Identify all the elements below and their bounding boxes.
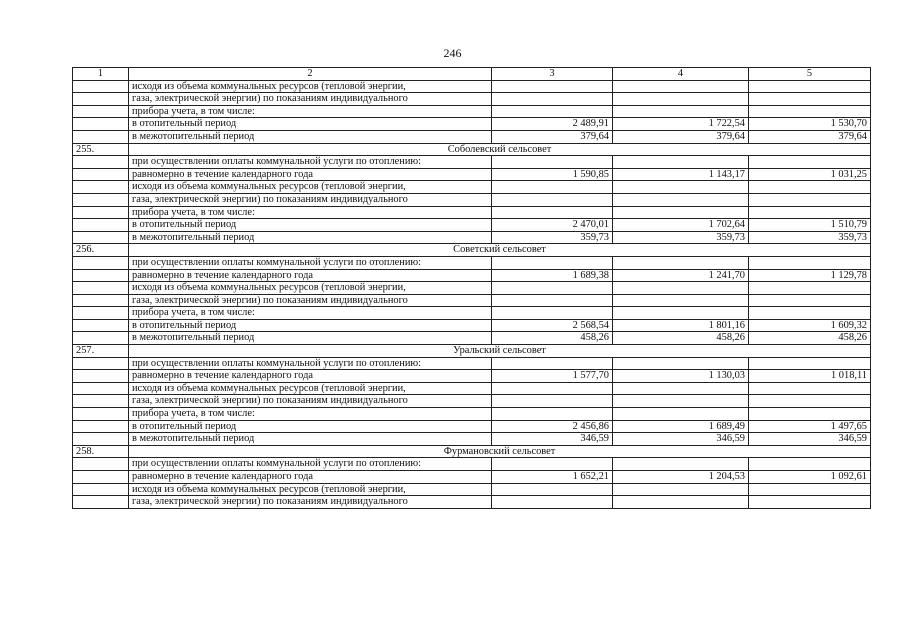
section-row [73, 143, 871, 156]
value-col5-cell: 1 497,65 [749, 420, 871, 433]
value-col5-cell: 458,26 [749, 332, 871, 345]
value-col5-cell [749, 181, 871, 194]
row-number-cell [73, 458, 129, 471]
row-label-cell: при осуществлении оплаты коммунальной услуги по отоплению: [129, 458, 492, 471]
value-col4-cell [613, 193, 749, 206]
value-col5-cell [749, 206, 871, 219]
value-col5-cell [749, 458, 871, 471]
value-col5-cell [749, 256, 871, 269]
table-row [73, 193, 871, 206]
value-col3-cell: 2 470,01 [492, 219, 613, 232]
value-col4-cell: 1 801,16 [613, 319, 749, 332]
value-col5-cell [749, 294, 871, 307]
row-number-cell [73, 382, 129, 395]
value-col4-cell: 1 722,54 [613, 118, 749, 131]
row-label-cell: прибора учета, в том числе: [129, 408, 492, 421]
row-number-cell [73, 269, 129, 282]
section-number: 256. [73, 244, 129, 257]
value-col3-cell [492, 80, 613, 93]
row-number-cell [73, 433, 129, 446]
row-number-cell [73, 408, 129, 421]
value-col5-cell [749, 105, 871, 118]
value-col3-cell: 1 652,21 [492, 471, 613, 484]
row-number-cell [73, 483, 129, 496]
value-col4-cell [613, 294, 749, 307]
value-col3-cell [492, 294, 613, 307]
value-col3-cell [492, 206, 613, 219]
row-label-cell: в отопительный период [129, 118, 492, 131]
value-col3-cell [492, 496, 613, 509]
value-col3-cell: 458,26 [492, 332, 613, 345]
row-label-cell: газа, электрической энергии) по показаниям индивидуального [129, 93, 492, 106]
row-label-cell: в отопительный период [129, 319, 492, 332]
table-row [73, 93, 871, 106]
section-name: Соболевский сельсовет [129, 143, 871, 156]
table-row [73, 408, 871, 421]
row-number-cell [73, 395, 129, 408]
table-row [73, 206, 871, 219]
row-label-cell: исходя из объема коммунальных ресурсов (тепловой энергии, [129, 382, 492, 395]
value-col4-cell [613, 181, 749, 194]
value-col5-cell [749, 193, 871, 206]
row-number-cell [73, 357, 129, 370]
row-label-cell: равномерно в течение календарного года [129, 370, 492, 383]
row-label-cell: равномерно в течение календарного года [129, 269, 492, 282]
row-label-cell: в межотопительный период [129, 332, 492, 345]
table-row [73, 118, 871, 131]
table-row [73, 80, 871, 93]
table-body [73, 80, 871, 508]
value-col4-cell: 1 130,03 [613, 370, 749, 383]
value-col4-cell [613, 206, 749, 219]
row-label-cell: прибора учета, в том числе: [129, 206, 492, 219]
value-col3-cell [492, 256, 613, 269]
value-col5-cell: 1 510,79 [749, 219, 871, 232]
value-col4-cell [613, 80, 749, 93]
value-col5-cell [749, 357, 871, 370]
value-col3-cell: 359,73 [492, 231, 613, 244]
row-number-cell [73, 168, 129, 181]
value-col4-cell [613, 307, 749, 320]
row-label-cell: исходя из объема коммунальных ресурсов (тепловой энергии, [129, 80, 492, 93]
table-row [73, 471, 871, 484]
row-number-cell [73, 471, 129, 484]
row-number-cell [73, 156, 129, 169]
row-number-cell [73, 282, 129, 295]
table-row [73, 156, 871, 169]
row-label-cell: при осуществлении оплаты коммунальной услуги по отоплению: [129, 357, 492, 370]
value-col4-cell [613, 256, 749, 269]
row-label-cell: равномерно в течение календарного года [129, 168, 492, 181]
row-number-cell [73, 370, 129, 383]
value-col5-cell: 359,73 [749, 231, 871, 244]
value-col3-cell: 1 689,38 [492, 269, 613, 282]
row-label-cell: в отопительный период [129, 420, 492, 433]
value-col3-cell: 379,64 [492, 130, 613, 143]
value-col5-cell: 346,59 [749, 433, 871, 446]
row-number-cell [73, 496, 129, 509]
value-col5-cell [749, 395, 871, 408]
value-col3-cell [492, 408, 613, 421]
value-col4-cell [613, 395, 749, 408]
value-col5-cell: 1 129,78 [749, 269, 871, 282]
table-row [73, 294, 871, 307]
table-row [73, 357, 871, 370]
value-col3-cell: 2 456,86 [492, 420, 613, 433]
row-number-cell [73, 332, 129, 345]
value-col4-cell [613, 483, 749, 496]
table-row [73, 458, 871, 471]
table-row [73, 168, 871, 181]
value-col4-cell [613, 496, 749, 509]
section-row [73, 345, 871, 358]
table-row [73, 395, 871, 408]
section-number: 258. [73, 445, 129, 458]
row-number-cell [73, 256, 129, 269]
table-header-row [73, 68, 871, 81]
row-label-cell: исходя из объема коммунальных ресурсов (тепловой энергии, [129, 181, 492, 194]
row-label-cell: газа, электрической энергии) по показаниям индивидуального [129, 496, 492, 509]
table-row [73, 433, 871, 446]
value-col5-cell: 1 609,32 [749, 319, 871, 332]
value-col4-cell [613, 408, 749, 421]
table-row [73, 256, 871, 269]
table-row [73, 181, 871, 194]
value-col3-cell [492, 395, 613, 408]
row-label-cell: прибора учета, в том числе: [129, 307, 492, 320]
row-number-cell [73, 307, 129, 320]
tariff-table [72, 67, 871, 509]
row-label-cell: равномерно в течение календарного года [129, 471, 492, 484]
column-header-1: 1 [73, 68, 129, 81]
page-number: 246 [443, 46, 462, 60]
column-header-4: 4 [613, 68, 749, 81]
table-row [73, 130, 871, 143]
value-col3-cell [492, 105, 613, 118]
section-name: Уральский сельсовет [129, 345, 871, 358]
row-label-cell: газа, электрической энергии) по показаниям индивидуального [129, 193, 492, 206]
value-col5-cell [749, 496, 871, 509]
value-col3-cell: 346,59 [492, 433, 613, 446]
row-number-cell [73, 130, 129, 143]
value-col4-cell [613, 458, 749, 471]
row-number-cell [73, 181, 129, 194]
value-col4-cell: 1 702,64 [613, 219, 749, 232]
row-label-cell: при осуществлении оплаты коммунальной услуги по отоплению: [129, 156, 492, 169]
table-row [73, 382, 871, 395]
value-col5-cell: 379,64 [749, 130, 871, 143]
row-number-cell [73, 420, 129, 433]
value-col4-cell [613, 105, 749, 118]
value-col4-cell [613, 156, 749, 169]
column-header-3: 3 [492, 68, 613, 81]
value-col4-cell: 1 241,70 [613, 269, 749, 282]
row-number-cell [73, 231, 129, 244]
value-col5-cell: 1 018,11 [749, 370, 871, 383]
table-row [73, 483, 871, 496]
value-col5-cell [749, 80, 871, 93]
value-col5-cell [749, 408, 871, 421]
row-number-cell [73, 294, 129, 307]
row-label-cell: в межотопительный период [129, 231, 492, 244]
table-row [73, 420, 871, 433]
table-row [73, 332, 871, 345]
row-label-cell: при осуществлении оплаты коммунальной услуги по отоплению: [129, 256, 492, 269]
section-row [73, 445, 871, 458]
value-col3-cell [492, 483, 613, 496]
value-col4-cell [613, 357, 749, 370]
table-row [73, 496, 871, 509]
value-col3-cell: 2 489,91 [492, 118, 613, 131]
row-label-cell: в межотопительный период [129, 433, 492, 446]
section-number: 257. [73, 345, 129, 358]
section-name: Фурмановский сельсовет [129, 445, 871, 458]
table-row [73, 282, 871, 295]
section-name: Советский сельсовет [129, 244, 871, 257]
value-col5-cell [749, 156, 871, 169]
value-col3-cell [492, 181, 613, 194]
value-col4-cell: 359,73 [613, 231, 749, 244]
value-col4-cell [613, 93, 749, 106]
value-col3-cell [492, 307, 613, 320]
row-number-cell [73, 219, 129, 232]
row-number-cell [73, 93, 129, 106]
table-row [73, 105, 871, 118]
value-col5-cell: 1 530,70 [749, 118, 871, 131]
row-number-cell [73, 105, 129, 118]
value-col4-cell [613, 382, 749, 395]
value-col5-cell [749, 382, 871, 395]
section-row [73, 244, 871, 257]
value-col5-cell [749, 483, 871, 496]
row-label-cell: в межотопительный период [129, 130, 492, 143]
value-col3-cell [492, 382, 613, 395]
value-col4-cell: 1 689,49 [613, 420, 749, 433]
row-number-cell [73, 319, 129, 332]
value-col5-cell: 1 092,61 [749, 471, 871, 484]
row-label-cell: исходя из объема коммунальных ресурсов (тепловой энергии, [129, 483, 492, 496]
row-number-cell [73, 80, 129, 93]
value-col5-cell [749, 307, 871, 320]
row-number-cell [73, 193, 129, 206]
value-col4-cell: 346,59 [613, 433, 749, 446]
row-label-cell: в отопительный период [129, 219, 492, 232]
value-col3-cell [492, 193, 613, 206]
value-col5-cell: 1 031,25 [749, 168, 871, 181]
value-col4-cell [613, 282, 749, 295]
table-row [73, 269, 871, 282]
value-col4-cell: 1 143,17 [613, 168, 749, 181]
value-col4-cell: 379,64 [613, 130, 749, 143]
value-col5-cell [749, 93, 871, 106]
column-header-5: 5 [749, 68, 871, 81]
value-col3-cell [492, 282, 613, 295]
value-col3-cell: 1 577,70 [492, 370, 613, 383]
table-row [73, 219, 871, 232]
table-row [73, 370, 871, 383]
row-label-cell: газа, электрической энергии) по показаниям индивидуального [129, 395, 492, 408]
section-number: 255. [73, 143, 129, 156]
value-col3-cell [492, 458, 613, 471]
table-row [73, 231, 871, 244]
value-col3-cell [492, 93, 613, 106]
table-row [73, 307, 871, 320]
table-row [73, 319, 871, 332]
value-col3-cell [492, 156, 613, 169]
value-col3-cell [492, 357, 613, 370]
row-label-cell: газа, электрической энергии) по показаниям индивидуального [129, 294, 492, 307]
row-number-cell [73, 206, 129, 219]
row-number-cell [73, 118, 129, 131]
value-col5-cell [749, 282, 871, 295]
value-col4-cell: 1 204,53 [613, 471, 749, 484]
value-col3-cell: 2 568,54 [492, 319, 613, 332]
row-label-cell: прибора учета, в том числе: [129, 105, 492, 118]
row-label-cell: исходя из объема коммунальных ресурсов (тепловой энергии, [129, 282, 492, 295]
value-col4-cell: 458,26 [613, 332, 749, 345]
value-col3-cell: 1 590,85 [492, 168, 613, 181]
column-header-2: 2 [129, 68, 492, 81]
